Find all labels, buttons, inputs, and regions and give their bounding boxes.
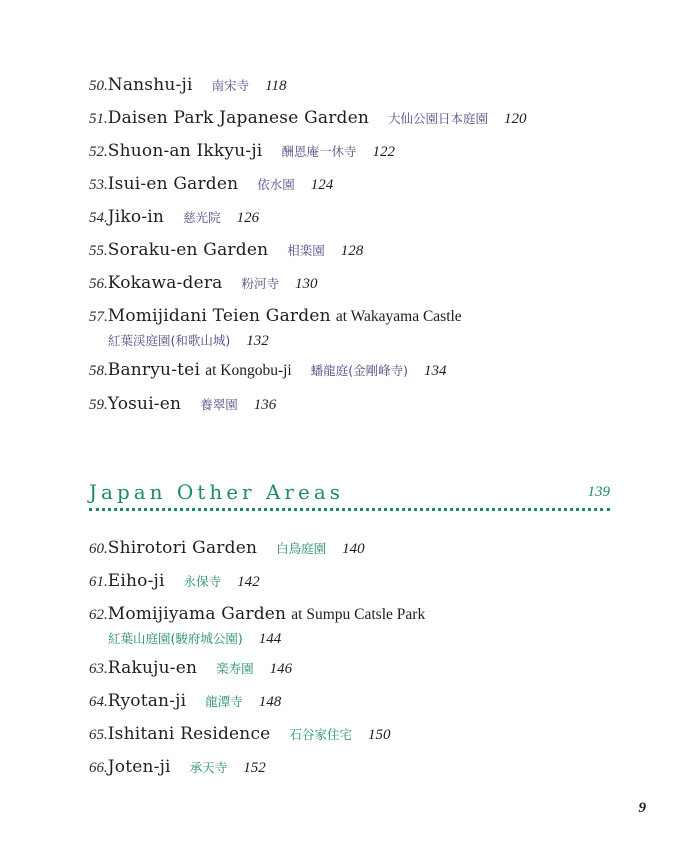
entry-page: 126 xyxy=(236,210,260,226)
entry-title: Momijidani Teien Garden xyxy=(107,306,331,326)
entry-title: Ishitani Residence xyxy=(107,724,271,744)
entry-page: 120 xyxy=(504,111,527,127)
toc-entry-54 xyxy=(89,204,259,230)
toc-entry-63 xyxy=(89,655,292,681)
toc-entry-55 xyxy=(89,237,363,263)
entry-page: 148 xyxy=(258,694,282,710)
entry-number: 50. xyxy=(89,78,108,94)
toc-entry-60 xyxy=(89,535,365,561)
entry-title: Isui-en Garden xyxy=(107,174,239,194)
toc-entry-64 xyxy=(89,688,281,714)
entry-title: Rakuju-en xyxy=(107,658,198,678)
entry-title: Jiko-in xyxy=(107,207,165,227)
entry-line xyxy=(89,688,281,714)
entry-location: at Wakayama Castle xyxy=(335,308,462,325)
entry-location: at Kongobu-ji xyxy=(205,362,292,379)
entry-japanese-name: 慈光院 xyxy=(183,210,221,225)
entry-title: Joten-ji xyxy=(107,757,171,777)
entry-page: 144 xyxy=(258,631,282,647)
section-title: Japan Other Areas xyxy=(89,480,345,504)
entry-number: 54. xyxy=(89,210,108,226)
toc-entry-61 xyxy=(89,568,260,594)
entry-number: 62. xyxy=(89,607,108,623)
toc-entry-66 xyxy=(89,754,266,780)
entry-number: 53. xyxy=(89,177,108,193)
entry-page: 140 xyxy=(342,541,365,557)
entry-title: Daisen Park Japanese Garden xyxy=(107,108,370,128)
entry-japanese-name: 養翠園 xyxy=(200,397,238,412)
entry-page: 146 xyxy=(269,661,293,677)
entry-number: 55. xyxy=(89,243,108,259)
entry-page: 134 xyxy=(423,363,447,379)
entry-location: at Sumpu Catsle Park xyxy=(291,606,426,623)
entry-number: 63. xyxy=(89,661,108,677)
toc-entry-57 xyxy=(89,303,462,351)
entry-title: Banryu-tei xyxy=(107,360,201,380)
section-page: 139 xyxy=(587,484,610,500)
page-number: 9 xyxy=(638,800,646,816)
entry-number: 51. xyxy=(89,111,108,127)
entry-number: 66. xyxy=(89,760,108,776)
entry-japanese-name: 永保寺 xyxy=(183,574,222,589)
entry-page: 124 xyxy=(310,177,334,193)
entry-title: Yosui-en xyxy=(107,394,182,414)
entry-japanese-name: 白鳥庭園 xyxy=(276,541,327,556)
entry-title: Soraku-en Garden xyxy=(107,240,269,260)
entry-page: 136 xyxy=(253,397,277,413)
entry-number: 64. xyxy=(89,694,108,710)
entry-japanese-name: 承天寺 xyxy=(189,760,228,775)
toc-entry-51 xyxy=(89,105,527,131)
entry-line xyxy=(89,171,333,197)
entry-title: Shirotori Garden xyxy=(107,538,258,558)
entry-title: Shuon-an Ikkyu-ji xyxy=(107,141,263,161)
toc-entry-65 xyxy=(89,721,390,747)
entry-japanese-name: 楽寿園 xyxy=(216,661,254,676)
entry-page: 132 xyxy=(246,333,269,349)
entry-line xyxy=(89,535,365,561)
entry-japanese-name: 龍潭寺 xyxy=(205,694,243,709)
entry-title: Ryotan-ji xyxy=(107,691,187,711)
entry-number: 56. xyxy=(89,276,108,292)
entry-title: Nanshu-ji xyxy=(107,75,193,95)
entry-line xyxy=(89,568,260,594)
toc-entry-62 xyxy=(89,601,425,649)
entry-line xyxy=(89,721,390,747)
entry-title: Kokawa-dera xyxy=(107,273,223,293)
entry-subline xyxy=(89,329,462,351)
entry-page: 142 xyxy=(237,574,260,590)
entry-japanese-name: 紅葉渓庭園(和歌山城) xyxy=(108,333,231,348)
entry-japanese-name: 大仙公園日本庭園 xyxy=(388,111,489,126)
entry-page: 152 xyxy=(243,760,266,776)
entry-page: 128 xyxy=(340,243,364,259)
entry-line xyxy=(89,270,318,296)
toc-entry-53 xyxy=(89,171,333,197)
entry-line xyxy=(89,655,292,681)
entry-number: 61. xyxy=(89,574,108,590)
entry-page: 150 xyxy=(367,727,391,743)
entry-japanese-name: 酬恩庵一休寺 xyxy=(281,144,357,159)
entry-japanese-name: 相楽園 xyxy=(287,243,325,258)
entry-japanese-name: 石谷家住宅 xyxy=(289,727,352,742)
entry-title: Eiho-ji xyxy=(107,571,165,591)
entry-line xyxy=(89,391,276,417)
entry-line xyxy=(89,72,287,98)
entry-number: 58. xyxy=(89,363,108,379)
section-divider xyxy=(89,508,610,511)
entry-line xyxy=(89,303,462,329)
entry-title: Momijiyama Garden xyxy=(107,604,287,624)
entry-subline xyxy=(89,627,425,649)
entry-line xyxy=(89,754,266,780)
entry-japanese-name: 粉河寺 xyxy=(241,276,280,291)
entry-line xyxy=(89,237,363,263)
toc-entry-50 xyxy=(89,72,287,98)
entry-page: 122 xyxy=(372,144,395,160)
entry-number: 60. xyxy=(89,541,108,557)
toc-entry-58 xyxy=(89,357,446,383)
toc-entry-56 xyxy=(89,270,318,296)
entry-page: 118 xyxy=(265,78,287,94)
entry-line xyxy=(89,204,259,230)
toc-entry-59 xyxy=(89,391,276,417)
entry-japanese-name: 南宋寺 xyxy=(211,78,250,93)
entry-number: 65. xyxy=(89,727,108,743)
entry-line xyxy=(89,357,446,383)
entry-line xyxy=(89,601,425,627)
entry-line xyxy=(89,138,395,164)
toc-entry-52 xyxy=(89,138,395,164)
entry-page: 130 xyxy=(295,276,318,292)
entry-line xyxy=(89,105,527,131)
entry-number: 57. xyxy=(89,309,108,325)
entry-japanese-name: 紅葉山庭園(駿府城公園) xyxy=(108,631,243,646)
entry-japanese-name: 依水園 xyxy=(257,177,295,192)
entry-number: 52. xyxy=(89,144,108,160)
entry-japanese-name: 蟠龍庭(金剛峰寺) xyxy=(310,363,408,378)
entry-number: 59. xyxy=(89,397,108,413)
